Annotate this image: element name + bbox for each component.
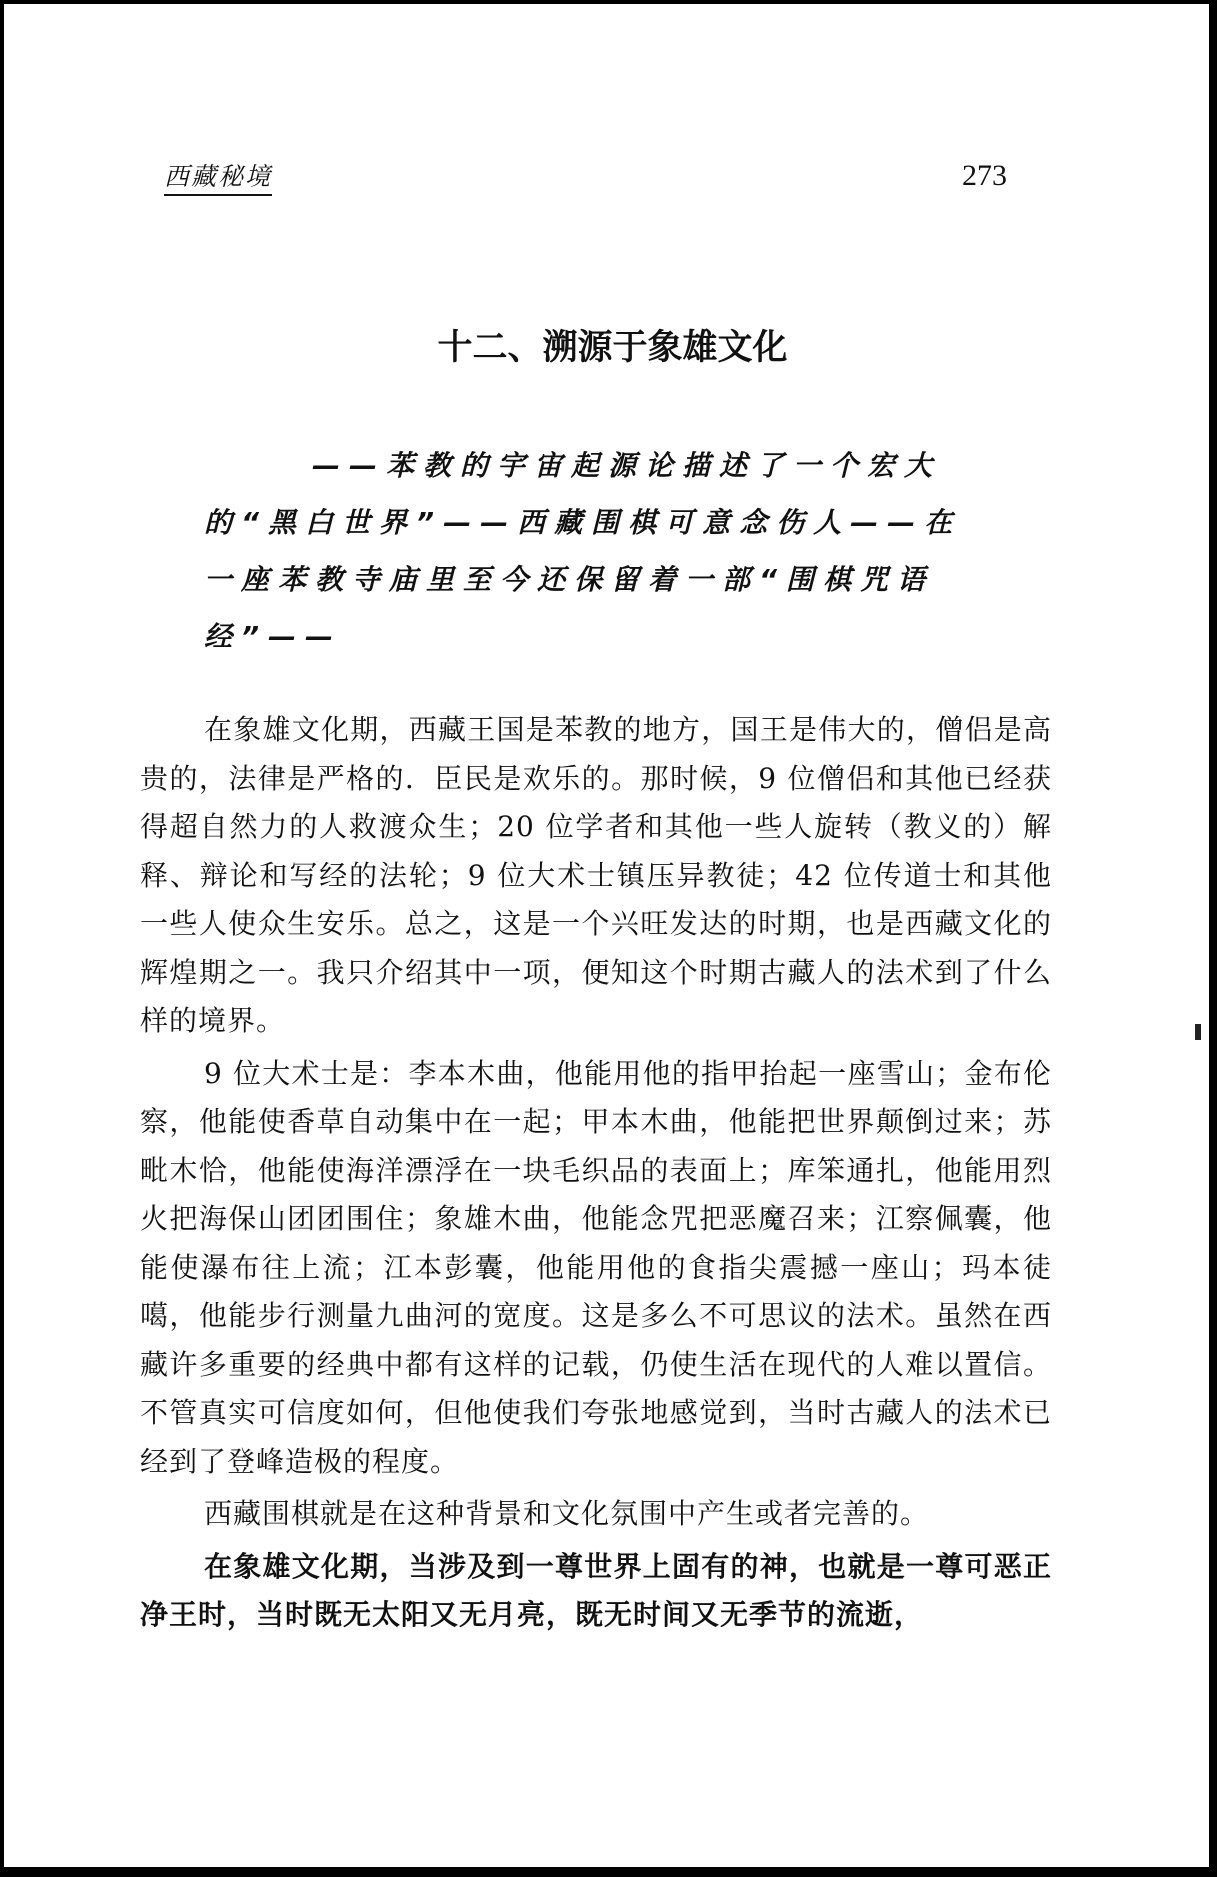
paragraph-4: 在象雄文化期，当涉及到一尊世界上固有的神，也就是一尊可恶正净王时，当时既无太阳又无月亮，既无时间又无季节的流逝， bbox=[140, 1549, 1052, 1631]
running-head: 西藏秘境 bbox=[164, 162, 272, 196]
chapter-title: 十二、溯源于象雄文化 bbox=[437, 328, 788, 368]
paragraph-1: 在象雄文化期，西藏王国是苯教的地方，国王是伟大的，僧侣是高贵的，法律是严格的．臣民是欢乐的。那时候，9 位僧侣和其他已经获得超自然力的人救渡众生；20 位学者和其他一些人旋转（教义的）解释、辩论和写经的法轮；9 位大术士镇压异教徒；42 位传道士和其他一些人使众生安乐。总之，这是一个兴旺发达的时期，也是西藏文化的辉煌期之一。我只介绍其中一项，便知这个时期古藏人的法术到了什么样的境界。 bbox=[140, 713, 1052, 1037]
paragraph-2: 9 位大术士是：李本木曲，他能用他的指甲抬起一座雪山；金布伦察，他能使香草自动集中在一起；甲本木曲，他能把世界颠倒过来；苏毗木恰，他能使海洋漂浮在一块毛织品的表面上；库笨通扎，他能用烈火把海保山团团围住；象雄木曲，他能念咒把恶魔召来；江察佩囊，他能使瀑布往上流；江本彭囊，他能用他的食指尖震撼一座山；玛本徒噶，他能步行测量九曲河的宽度。这是多么不可思议的法术。虽然在西藏许多重要的经典中都有这样的记载，仍使生活在现代的人难以置信。不管真实可信度如何，但他使我们夸张地感觉到，当时古藏人的法术已经到了登峰造极的程度。 bbox=[140, 1056, 1052, 1478]
scan-edge-mark bbox=[1195, 1024, 1201, 1040]
body-text bbox=[140, 706, 1052, 1640]
paragraph-3: 西藏围棋就是在这种背景和文化氛围中产生或者完善的。 bbox=[204, 1497, 930, 1530]
page-number: 273 bbox=[962, 159, 1007, 192]
chapter-subtitle: ——苯教的宇宙起源论描述了一个宏大的“黑白世界”——西藏围棋可意念伤人——在一座苯教寺庙里至今还保留着一部“围棋咒语经”—— bbox=[204, 449, 962, 653]
